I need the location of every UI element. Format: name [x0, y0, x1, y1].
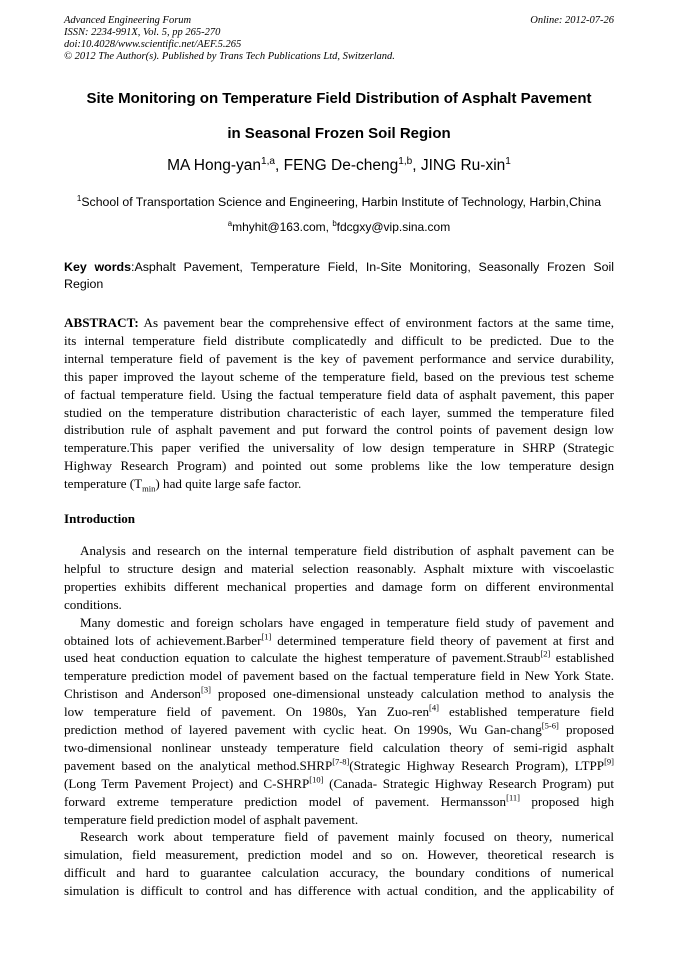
doi: doi:10.4028/www.scientific.net/AEF.5.265 — [64, 39, 242, 50]
text-line: simulation is difficult to control and has difference with actual condition, and the applicability of — [64, 883, 614, 899]
emails: $^a$mhyhit@163.com, $^b$fdcgxy@vip.sina.com — [227, 219, 451, 234]
issn: ISSN: 2234-991X, Vol. 5, pp 265-270 — [64, 27, 221, 38]
text-line: difficult and hard to guarantee calculation accuracy, the boundary conditions of numerical — [64, 865, 614, 881]
text-line: prediction method of layered pavement with cyclic heat. On 1990s, Wu Gan-chang[5-6] proposed — [64, 720, 614, 737]
citation: [5-6] — [541, 720, 559, 731]
text-line: conditions. — [64, 596, 122, 612]
author: FENG De-cheng$^{1,b}$, — [283, 155, 421, 174]
author: MA Hong-yan$^{1,a}$, — [167, 155, 284, 174]
affiliation: $^1$School of Transportation Science and Engineering, Harbin Institute of Technology, Harbin,China — [76, 193, 602, 209]
citation: [3] — [200, 684, 211, 695]
keywords-label: Key words — [64, 260, 132, 274]
text-line: Highway Research Program) and pointed out some problems like the low temperature design — [64, 458, 614, 474]
email-a: mhyhit@163.com, — [232, 220, 333, 234]
text-line: two-dimensional nonlinear unsteady temperature field calculation theory of semi-rigid asphalt — [64, 739, 614, 755]
text-line: Analysis and research on the internal temperature field distribution of asphalt pavement can be — [80, 543, 614, 558]
citation: [4] — [429, 702, 439, 713]
keywords — [64, 259, 614, 293]
text-line: distribution rule of asphalt pavement and put forward the control points of pavement design low — [64, 422, 614, 438]
text-line: its internal temperature field distribute complicatedly and difficult to be predicted. Due to the — [64, 332, 614, 348]
copyright: © 2012 The Author(s). Published by Trans Tech Publications Ltd, Switzerland. — [64, 51, 395, 62]
text-line: studied on the temperature distribution characteristic of each layer, summed the temperature filed — [64, 404, 614, 420]
text-line: properties exhibits different mechanical properties and damage form on different environmental — [64, 578, 614, 594]
author: JING Ru-xin$^1$ — [420, 155, 511, 174]
citation: min — [142, 483, 156, 494]
text-line: ABSTRACT: As pavement bear the comprehensive effect of environment factors at the same time, — [64, 315, 614, 330]
text-line: Christison and Anderson[3] proposed one-dimensional unsteady calculation method to analysis the — [64, 684, 614, 702]
text-line: forward extreme temperature prediction model of pavement. Hermansson[11] proposed high — [64, 792, 615, 809]
text-line: helpful to structure design and material selection reasonably. Asphalt mixture with viscoelastic — [64, 560, 614, 576]
text-line: obtained lots of achievement.Barber[1] determined temperature field theory of pavement at first and — [64, 631, 614, 648]
citation: [11] — [506, 792, 520, 803]
email-b: fdcgxy@vip.sina.com — [336, 220, 451, 234]
text-line: this paper improved the layout scheme of the temperature field, based on the previous test scheme — [64, 368, 614, 384]
keywords-text: :Asphalt Pavement, Temperature Field, In-Site Monitoring, Seasonally Frozen Soil Region — [64, 260, 614, 291]
text-line: simulation, field measurement, prediction model and so on. However, theoretical research is — [64, 847, 614, 863]
abstract-label: ABSTRACT: — [64, 315, 139, 330]
text-line: pavement based on the analytical method.SHRP[7-8](Strategic Highway Research Program), LTPP[9] — [64, 756, 614, 773]
text-line: temperature.This paper verified the universality of low design temperature in SHRP (Strategic — [64, 440, 614, 456]
text-line: internal temperature field of pavement is the key of pavement performance and service durability, — [64, 350, 614, 366]
paper-title-line2: in Seasonal Frozen Soil Region — [227, 125, 451, 142]
citation: [9] — [604, 756, 614, 767]
authors — [0, 157, 678, 175]
text-line: Many domestic and foreign scholars have engaged in temperature field study of pavement and — [80, 614, 614, 630]
citation: [7-8] — [332, 756, 350, 767]
citation: [10] — [309, 774, 324, 785]
citation: [1] — [261, 631, 272, 642]
section-heading-introduction: Introduction — [64, 511, 136, 526]
citation: [2] — [540, 649, 551, 660]
journal-name: Advanced Engineering Forum — [64, 15, 192, 26]
text-line: temperature prediction model of pavement based on the factual temperature field in New York State. — [64, 668, 614, 684]
text-line: temperature field prediction model of asphalt pavement. — [64, 811, 359, 827]
text-line: used heat conduction equation to calculate the highest temperature of pavement.Straub[2] established — [64, 649, 614, 666]
paper-title-line1: Site Monitoring on Temperature Field Distribution of Asphalt Pavement — [86, 90, 592, 107]
text-line: (Long Term Pavement Project) and C-SHRP[10] (Canada- Strategic Highway Research Program) put — [64, 774, 614, 791]
text-line: low temperature field of pavement. On 1980s, Yan Zuo-ren[4] established temperature field — [64, 702, 614, 720]
text-line: of factual temperature field. Using the factual temperature field data of asphalt pavement, this paper — [64, 386, 614, 402]
text-line: Research work about temperature field of pavement mainly focused on theory, numerical — [80, 829, 614, 845]
online-date: Online: 2012-07-26 — [530, 15, 614, 26]
text-line: temperature $(T_{min})$ had quite large safe factor. — [64, 476, 302, 494]
